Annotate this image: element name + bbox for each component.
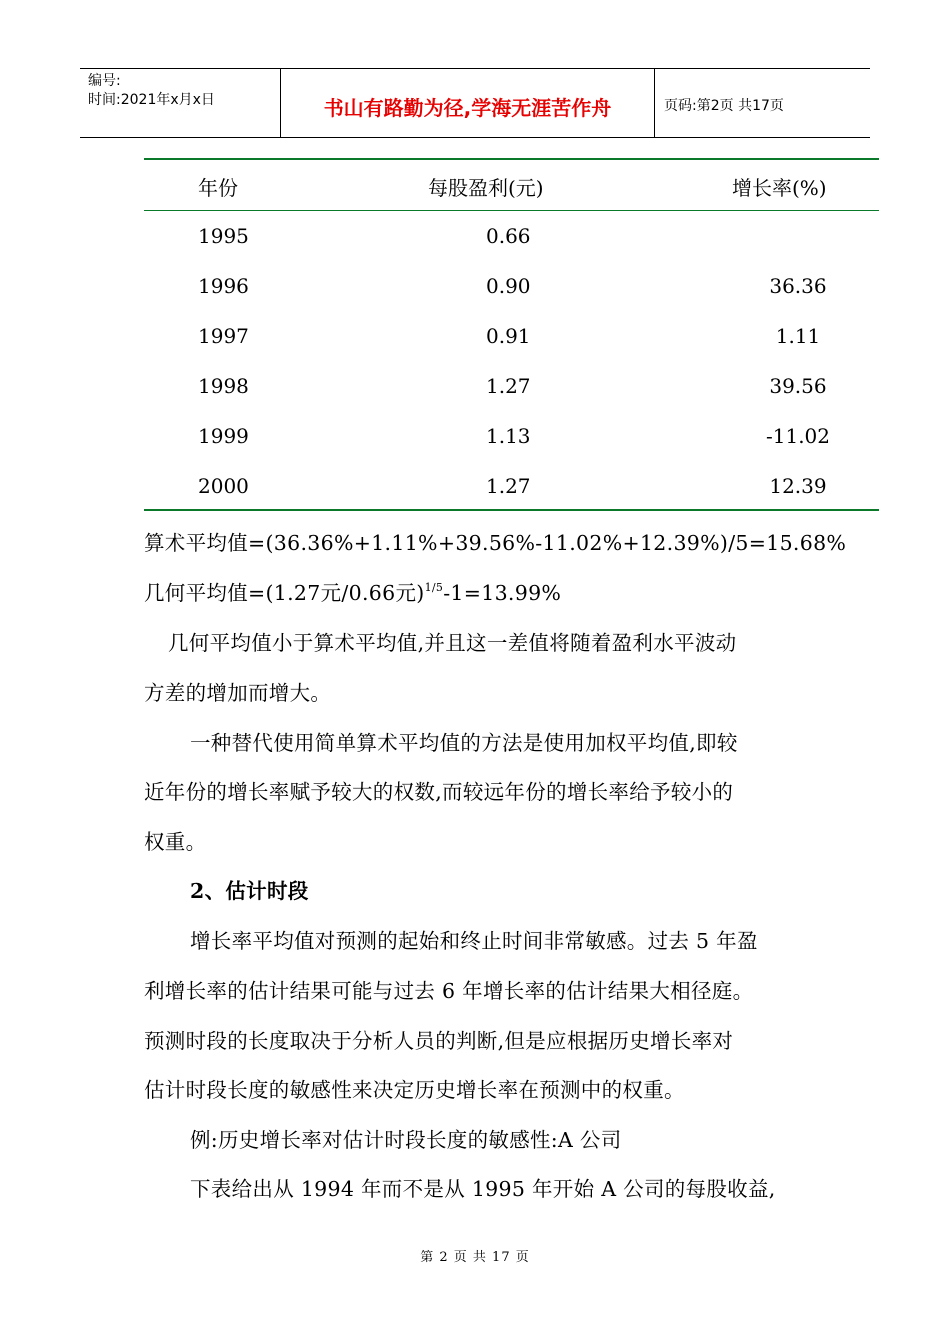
table-bottom-rule <box>144 509 879 511</box>
cell-growth: 39.56 <box>769 374 827 398</box>
geometric-formula-result: -1=13.99% <box>443 581 562 605</box>
cell-eps: 0.90 <box>486 274 531 298</box>
table-row <box>144 224 879 274</box>
section-heading: 2、估计时段 <box>190 879 309 903</box>
page-header <box>80 68 870 138</box>
table-row <box>144 424 879 474</box>
header-divider <box>654 69 655 137</box>
geometric-formula-part: 几何平均值=(1.27元/0.66元) <box>144 581 425 605</box>
cell-year: 1997 <box>198 324 249 348</box>
cell-growth: 12.39 <box>769 474 827 498</box>
table-row <box>144 274 879 324</box>
header-meta <box>88 72 215 110</box>
cell-year: 1999 <box>198 424 249 448</box>
header-page-info: 页码:第2页 共17页 <box>664 98 784 114</box>
cell-eps: 1.27 <box>486 474 531 498</box>
geometric-mean-formula <box>144 576 561 606</box>
cell-growth: 1.11 <box>775 324 821 348</box>
cell-eps: 0.91 <box>486 324 531 348</box>
date-label: 时间:2021年x月x日 <box>88 92 215 108</box>
cell-eps: 1.13 <box>486 424 531 448</box>
table-row <box>144 474 879 524</box>
paragraph-line: 一种替代使用简单算术平均值的方法是使用加权平均值,即较 <box>190 731 738 755</box>
column-header-growth: 增长率(%) <box>732 176 827 200</box>
paragraph-line: 下表给出从 1994 年而不是从 1995 年开始 A 公司的每股收益, <box>190 1177 776 1201</box>
cell-eps: 1.27 <box>486 374 531 398</box>
column-header-eps: 每股盈利(元) <box>428 176 544 200</box>
table-header-rule <box>144 210 879 211</box>
page-footer: 第 2 页 共 17 页 <box>420 1250 530 1265</box>
paragraph-line: 几何平均值小于算术平均值,并且这一差值将随着盈利水平波动 <box>168 631 737 655</box>
column-header-year: 年份 <box>198 176 238 200</box>
table-row <box>144 374 879 424</box>
cell-year: 1996 <box>198 274 249 298</box>
paragraph-line: 增长率平均值对预测的起始和终止时间非常敏感。过去 5 年盈 <box>190 929 758 953</box>
paragraph-line: 利增长率的估计结果可能与过去 6 年增长率的估计结果大相径庭。 <box>144 979 754 1003</box>
cell-growth: 36.36 <box>769 274 827 298</box>
table-top-rule <box>144 158 879 160</box>
header-motto: 书山有路勤为径,学海无涯苦作舟 <box>323 96 612 120</box>
number-label: 编号: <box>88 73 121 89</box>
cell-year: 1998 <box>198 374 249 398</box>
table-row <box>144 324 879 374</box>
cell-year: 1995 <box>198 224 249 248</box>
paragraph-line: 估计时段长度的敏感性来决定历史增长率在预测中的权重。 <box>144 1078 685 1102</box>
cell-year: 2000 <box>198 474 249 498</box>
paragraph-line: 例:历史增长率对估计时段长度的敏感性:A 公司 <box>190 1128 622 1152</box>
cell-eps: 0.66 <box>486 224 531 248</box>
paragraph-line: 预测时段的长度取决于分析人员的判断,但是应根据历史增长率对 <box>144 1029 734 1053</box>
arithmetic-mean-formula: 算术平均值=(36.36%+1.11%+39.56%-11.02%+12.39%)/5=15.68% <box>144 531 847 555</box>
paragraph-line: 方差的增加而增大。 <box>144 681 332 705</box>
paragraph-line: 近年份的增长率赋予较大的权数,而较远年份的增长率给予较小的 <box>144 780 734 804</box>
cell-growth: -11.02 <box>765 424 830 448</box>
paragraph-line: 权重。 <box>144 830 207 854</box>
geometric-exponent: 1/5 <box>424 581 444 594</box>
